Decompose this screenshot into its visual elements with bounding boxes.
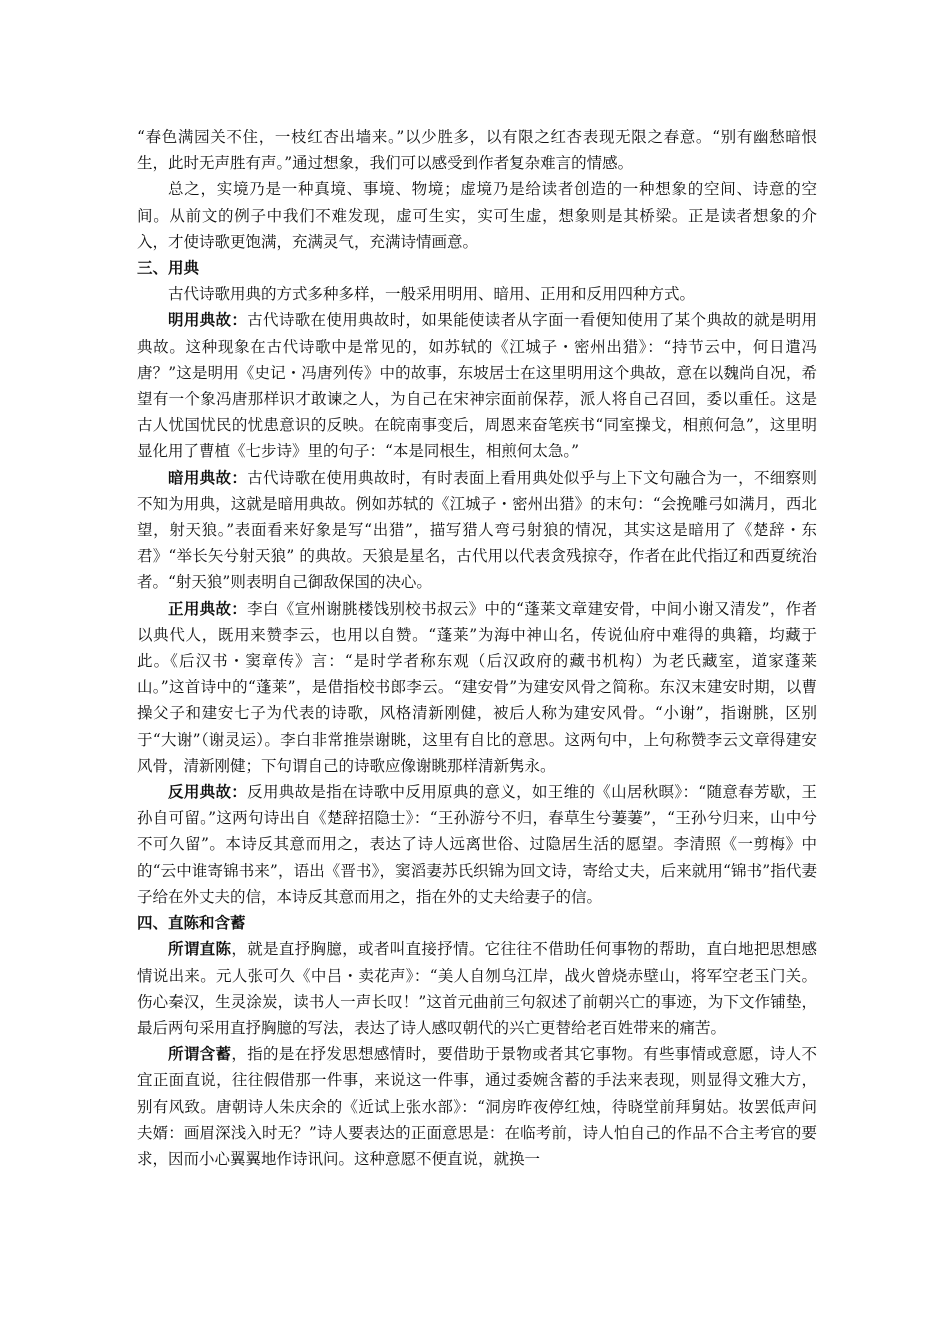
paragraph-red-apricot: “春色满园关不住，一枝红杏出墙来。”以少胜多，以有限之红杏表现无限之春意。“别有幽愁暗恨生，此时无声胜有声。”通过想象，我们可以感受到作者复杂难言的情感。 (137, 128, 817, 173)
text-implicit-allusion: 古代诗歌在使用典故时，有时表面上看用典处似乎与上下文句融合为一，不细察则不知为用典，这就是暗用典故。例如苏轼的《江城子・密州出猎》的末句：“会挽雕弓如满月，西北望，射天狼。”表面看来好象是写“出猎”，描写猎人弯弓射狼的情况，其实这是暗用了《楚辞・东君》“举长矢兮射天狼” 的典故。天狼是星名，古代用以代表贪残掠夺，作者在此代指辽和西夏统治者。“射天狼”则表明自己御敌保国的决心。 (137, 468, 817, 592)
term-implicit-allusion: 暗用典故： (168, 467, 248, 487)
paragraph-implicit-allusion (137, 465, 817, 596)
document-body (137, 124, 817, 1172)
term-direct-statement: 所谓直陈 (168, 939, 232, 959)
paragraph-summary: 总之，实境乃是一种真境、事境、物境；虚境乃是给读者创造的一种想象的空间、诗意的空间。从前文的例子中我们不难发现，虚可生实，实可生虚，想象则是其桥梁。正是读者想象的介入，才使诗歌更饱满，充满灵气，充满诗情画意。 (137, 180, 817, 251)
paragraph-direct-statement (137, 936, 817, 1041)
text-implicit-expression: ，指的是在抒发思想感情时，要借助于景物或者其它事物。有些事情或意愿，诗人不宜正面直说，往往假借那一件事，来说这一件事，通过委婉含蓄的手法来表现，则显得文雅大方，别有风致。唐朝诗人朱庆余的《近试上张水部》：“洞房昨夜停红烛，待晓堂前拜舅姑。妆罢低声问夫婿：画眉深浅入时无？”诗人要表达的正面意思是：在临考前，诗人怕自己的作品不合主考官的要求，因而小心翼翼地作诗讯问。这种意愿不便直说，就换一 (137, 1045, 817, 1168)
term-direct-allusion: 正用典故： (168, 598, 248, 618)
text-explicit-allusion: 古代诗歌在使用典故时，如果能使读者从字面一看便知使用了某个典故的就是明用典故。这种现象在古代诗歌中是常见的，如苏轼的《江城子・密州出猎》：“持节云中，何日遣冯唐？”这是明用《史记・冯唐列传》中的故事，东坡居士在这里明用这个典故，意在以魏尚自况，希望有一个象冯唐那样识才敢谏之人，为自己在宋神宗面前保荐，派人将自己召回，委以重任。这是古人忧国忧民的忧患意识的反映。在皖南事变后，周恩来奋笔疾书“同室操戈，相煎何急”，这里明显化用了曹植《七步诗》里的句子：“本是同根生，相煎何太急。” (137, 311, 817, 461)
text-direct-allusion: 李白《宣州谢朓楼饯别校书叔云》中的“蓬莱文章建安骨，中间小谢又清发”，作者以典代人，既用来赞李云，也用以自赞。“蓬莱”为海中神山名，传说仙府中难得的典籍，均藏于此。《后汉书・窦章传》言：“是时学者称东观（后汉政府的藏书机构）为老氏藏室，道家蓬莱山。”这首诗中的“蓬莱”，是借指校书郎李云。“建安骨”为建安风骨之简称。东汉末建安时期，以曹操父子和建安七子为代表的诗歌，风格清新刚健，被后人称为建安风骨。“小谢”，指谢朓，区别于“大谢”（谢灵运）。李白非常推崇谢眺，这里有自比的意思。这两句中，上句称赞李云文章得建安风骨，清新刚健；下句谓自己的诗歌应像谢眺那样清新隽永。 (137, 599, 817, 775)
paragraph-reverse-allusion (137, 779, 817, 910)
paragraph-explicit-allusion (137, 307, 817, 464)
term-reverse-allusion: 反用典故： (168, 782, 248, 802)
text-direct-statement: ，就是直抒胸臆，或者叫直接抒情。它往往不借助任何事物的帮助，直白地把思想感情说出来。元人张可久《中吕・卖花声》：“美人自刎乌江岸，战火曾烧赤壁山，将军空老玉门关。伤心秦汉，生灵涂炭，读书人一声长叹！”这首元曲前三句叙述了前朝兴亡的事迹，为下文作铺垫，最后两句采用直抒胸臆的写法，表达了诗人感叹朝代的兴亡更替给老百姓带来的痛苦。 (137, 940, 817, 1037)
paragraph-allusion-intro: 古代诗歌用典的方式多种多样，一般采用明用、暗用、正用和反用四种方式。 (168, 285, 696, 304)
section-heading-direct-implicit: 四、直陈和含蓄 (137, 913, 246, 933)
section-heading-allusion: 三、用典 (137, 258, 200, 278)
paragraph-implicit-expression (137, 1041, 817, 1172)
term-explicit-allusion: 明用典故： (168, 310, 248, 330)
term-implicit-expression: 所谓含蓄 (168, 1044, 232, 1064)
text-reverse-allusion: 反用典故是指在诗歌中反用原典的意义，如王维的《山居秋暝》：“随意春芳歇，王孙自可留。”这两句诗出自《楚辞招隐士》：“王孙游兮不归，春草生兮萋萋”，“王孙兮归来，山中兮不可久留”。本诗反其意而用之，表达了诗人远离世俗、过隐居生活的愿望。李清照《一剪梅》中的“云中谁寄锦书来”，语出《晋书》，窦滔妻苏氏织锦为回文诗，寄给丈夫，后来就用“锦书”指代妻子给在外丈夫的信，本诗反其意而用之，指在外的丈夫给妻子的信。 (137, 783, 817, 906)
paragraph-direct-allusion (137, 596, 817, 779)
